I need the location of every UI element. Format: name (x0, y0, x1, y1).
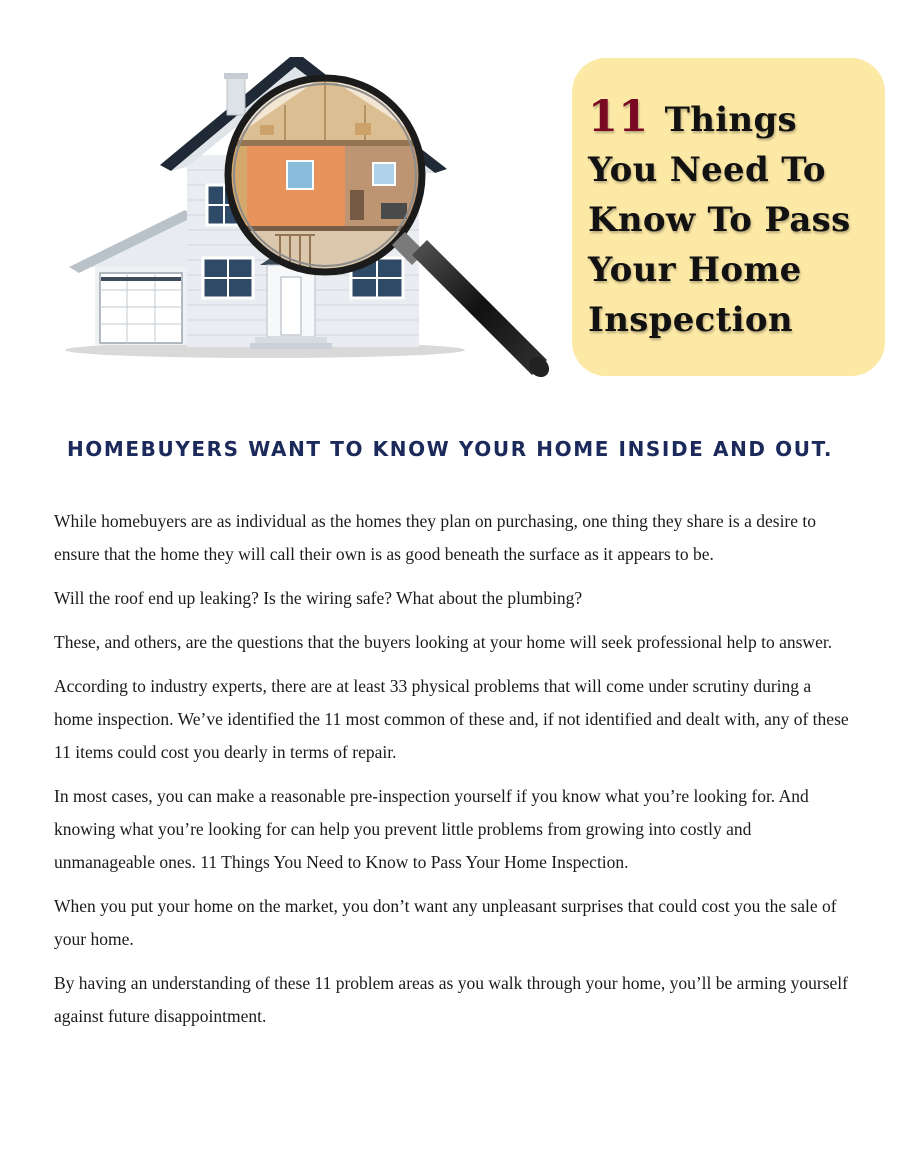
paragraph: While homebuyers are as individual as the homes they plan on purchasing, one thing they share is a desire to ensure that the home they will call their own is as good beneath the surface as it appears to be. (54, 511, 817, 564)
title-line-1-text: Things (664, 100, 797, 140)
title-box (572, 58, 885, 376)
title-line-2: You Need To (588, 150, 826, 190)
paragraph: According to industry experts, there are at least 33 physical problems that will come under scrutiny during a home inspection. We’ve identified the 11 most common of these and, if not identified and dealt with, any of these 11 items could cost you dearly in terms of repair. (54, 676, 849, 762)
paragraph: In most cases, you can make a reasonable pre-inspection yourself if you know what you’re looking for. And knowing what you’re looking for can help you prevent little problems from growing into costly and unmanageable ones. 11 Things You Need to Know to Pass Your Home Inspection. (54, 786, 809, 872)
hero-section (0, 0, 900, 410)
section-headline: HOMEBUYERS WANT TO KNOW YOUR HOME INSIDE AND OUT. (66, 437, 834, 461)
house-magnifying-glass-icon (55, 45, 555, 390)
title-line-5: Inspection (588, 300, 793, 340)
paragraph: These, and others, are the questions that the buyers looking at your home will seek professional help to answer. (54, 632, 833, 652)
title-line-3: Know To Pass (588, 200, 851, 240)
paragraph: By having an understanding of these 11 problem areas as you walk through your home, you’ll be arming yourself against future disappointment. (54, 973, 848, 1026)
paragraph: Will the roof end up leaking? Is the wiring safe? What about the plumbing? (54, 588, 583, 608)
title-number: 11 (588, 92, 649, 142)
body-text (54, 505, 854, 1044)
paragraph: When you put your home on the market, you don’t want any unpleasant surprises that could cost you the sale of your home. (54, 896, 837, 949)
title-line-1 (588, 92, 871, 145)
title-line-4: Your Home (588, 250, 802, 290)
